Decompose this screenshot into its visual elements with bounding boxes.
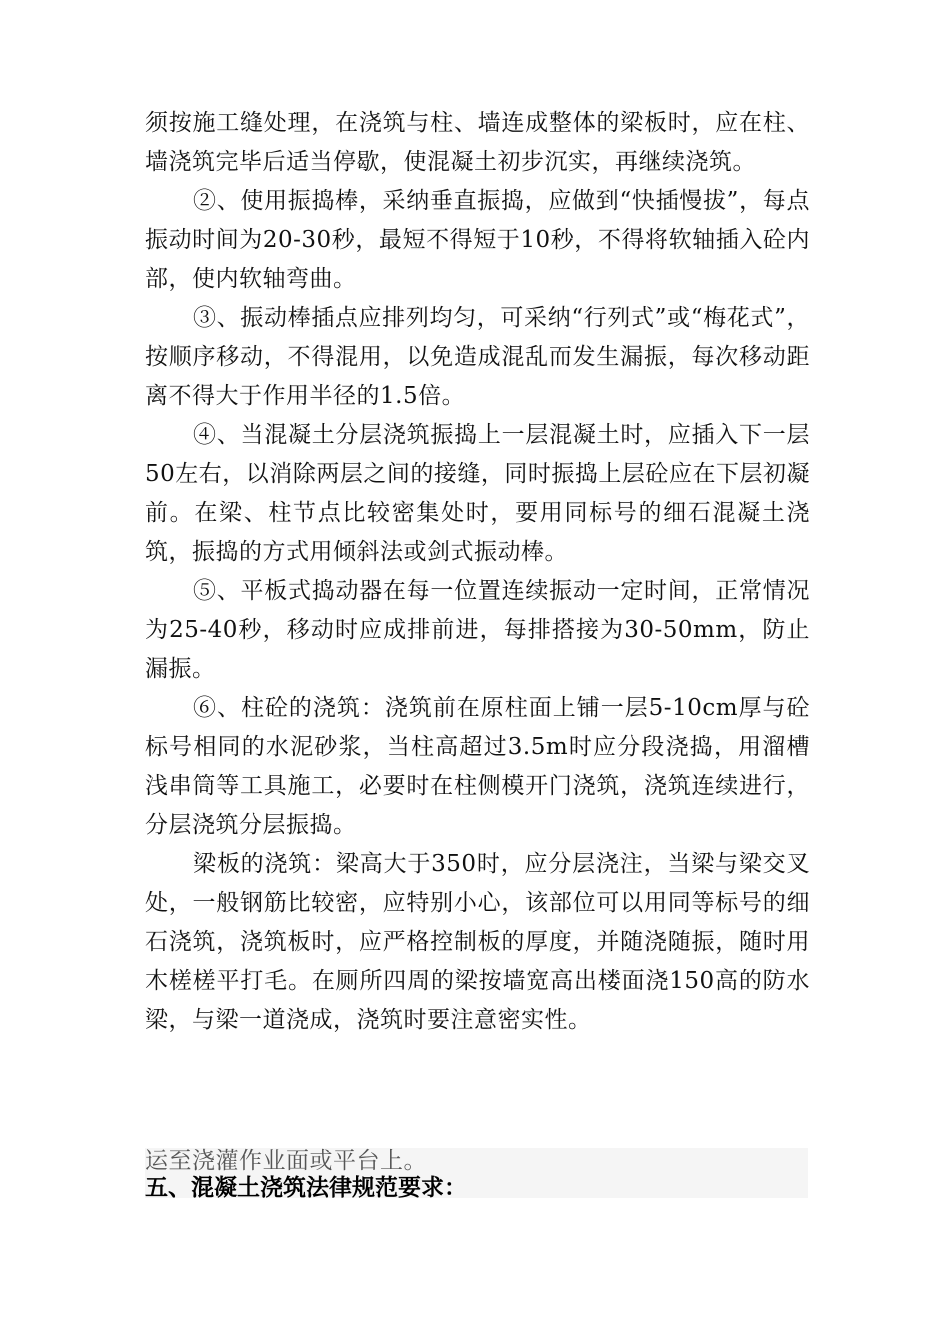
paragraph-item-4: ④、当混凝土分层浇筑振捣上一层混凝土时，应插入下一层50左右，以消除两层之间的接缝，同时振捣上层砼应在下层初凝前。在梁、柱节点比较密集处时，要用同标号的细石混凝土浇筑，振捣的方式用倾斜法或剑式振动棒。 bbox=[145, 422, 810, 565]
paragraph-item-6: ⑥、柱砼的浇筑：浇筑前在原柱面上铺一层5-10cm厚与砼标号相同的水泥砂浆，当柱高超过3.5m时应分段浇捣，用溜槽浅串筒等工具施工，必要时在柱侧模开门浇筑，浇筑连续进行，分层浇筑分层振捣。 bbox=[145, 695, 810, 838]
paragraph-item-3: ③、振动棒插点应排列均匀，可采纳“行列式”或“梅花式”，按顺序移动，不得混用，以免造成混乱而发生漏振，每次移动距离不得大于作用半径的1.5倍。 bbox=[145, 305, 810, 409]
paragraph-beam-slab: 梁板的浇筑：梁高大于350时，应分层浇注，当梁与梁交叉处，一般钢筋比较密，应特别小心，该部位可以用同等标号的细石浇筑，浇筑板时，应严格控制板的厚度，并随浇随振，随时用木槎槎平打毛。在厕所四周的梁按墙宽高出楼面浇150高的防水梁，与梁一道浇成，浇筑时要注意密实性。 bbox=[145, 851, 810, 1033]
paragraph-item-5: ⑤、平板式捣动器在每一位置连续振动一定时间，正常情况为25-40秒，移动时应成排前进，每排搭接为30-50mm，防止漏振。 bbox=[145, 578, 810, 682]
paragraph-item-2: ②、使用振捣棒，采纳垂直振捣，应做到“快插慢拔”，每点振动时间为20-30秒，最短不得短于10秒，不得将软轴插入砼内部，使内软轴弯曲。 bbox=[145, 188, 810, 292]
paragraph-continuation: 须按施工缝处理，在浇筑与柱、墙连成整体的梁板时，应在柱、墙浇筑完毕后适当停歇，使混凝土初步沉实，再继续浇筑。 bbox=[145, 110, 810, 175]
document-body bbox=[145, 104, 810, 1040]
section-heading: 五、混凝土浇筑法律规范要求： bbox=[145, 1175, 467, 1201]
carry-over-text: 运至浇灌作业面或平台上。 bbox=[145, 1148, 427, 1174]
